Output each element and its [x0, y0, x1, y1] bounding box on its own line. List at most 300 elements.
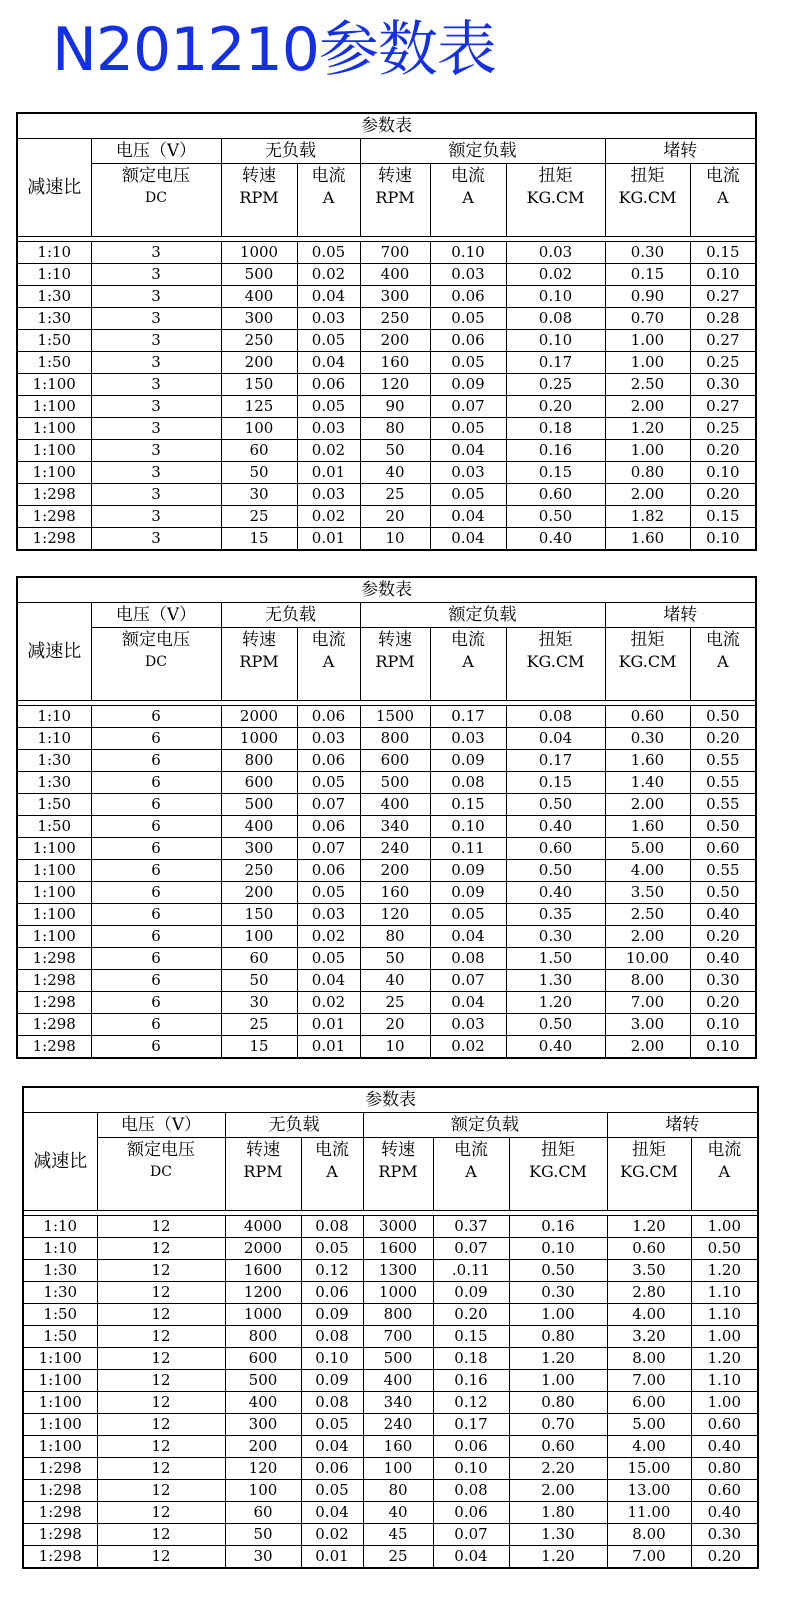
rated-voltage-cell: 3 [91, 462, 221, 484]
no-load-current-header [301, 1138, 363, 1211]
rated-current-cell: 0.02 [430, 1036, 506, 1059]
stall-torque-cell: 3.20 [607, 1326, 691, 1348]
rated-torque-cell: 0.02 [506, 264, 605, 286]
ratio-cell: 1:100 [17, 418, 91, 440]
no-load-speed-cell: 500 [225, 1370, 301, 1392]
rated-speed-cell: 240 [360, 838, 430, 860]
table-row [17, 1036, 756, 1059]
kgcm-unit: KG.CM [620, 1162, 678, 1181]
rated-voltage-cell: 6 [91, 838, 221, 860]
no-load-speed-cell: 250 [221, 860, 297, 882]
rated-torque-cell: 0.16 [509, 1216, 607, 1238]
no-load-current-cell: 0.05 [301, 1238, 363, 1260]
rated-voltage-header-label: 额定电压 [122, 630, 190, 650]
no-load-current-cell: 0.06 [297, 374, 360, 396]
table-row [23, 1260, 758, 1282]
stall-torque-header-label: 扭矩 [630, 166, 665, 186]
ratio-cell: 1:30 [23, 1282, 97, 1304]
table-row [17, 528, 756, 551]
table-row [23, 1282, 758, 1304]
stall-torque-header [607, 1138, 691, 1211]
no-load-header: 无负载 [221, 603, 360, 628]
no-load-current-header-label: 电流 [311, 166, 346, 186]
rated-torque-cell: 1.20 [509, 1348, 607, 1370]
rated-torque-cell: 0.10 [506, 286, 605, 308]
rated-voltage-cell: 12 [97, 1304, 225, 1326]
ratio-cell: 1:30 [17, 750, 91, 772]
rated-speed-header-label: 转速 [381, 1140, 415, 1160]
amp-unit: A [322, 652, 335, 671]
no-load-speed-cell: 60 [225, 1502, 301, 1524]
stall-current-cell: 0.25 [690, 418, 756, 440]
rated-torque-cell: 0.04 [506, 728, 605, 750]
rated-torque-header-label: 扭矩 [541, 1140, 575, 1160]
ratio-cell: 1:298 [17, 992, 91, 1014]
table-row [17, 772, 756, 794]
rated-speed-header [360, 164, 430, 237]
no-load-current-cell: 0.12 [301, 1260, 363, 1282]
stall-torque-cell: 7.00 [607, 1546, 691, 1569]
stall-current-cell: 0.20 [690, 728, 756, 750]
rated-speed-cell: 80 [360, 926, 430, 948]
table-row [17, 484, 756, 506]
table-row [17, 706, 756, 728]
stall-current-cell: 0.10 [690, 462, 756, 484]
table-row [23, 1348, 758, 1370]
no-load-speed-cell: 1000 [225, 1304, 301, 1326]
stall-torque-cell: 1.00 [605, 352, 690, 374]
table-row [17, 948, 756, 970]
stall-current-cell: 0.10 [690, 264, 756, 286]
stall-current-cell: 1.00 [691, 1216, 758, 1238]
rated-speed-cell: 700 [360, 242, 430, 264]
no-load-current-cell: 0.05 [297, 330, 360, 352]
no-load-current-cell: 0.02 [297, 264, 360, 286]
no-load-speed-cell: 100 [221, 926, 297, 948]
no-load-current-cell: 0.06 [297, 706, 360, 728]
table-row [23, 1392, 758, 1414]
rated-torque-cell: 0.10 [506, 330, 605, 352]
rated-speed-cell: 500 [363, 1348, 433, 1370]
rated-torque-cell: 0.50 [506, 506, 605, 528]
stall-torque-header [605, 164, 690, 237]
rated-current-cell: 0.05 [430, 484, 506, 506]
rated-voltage-header [91, 628, 221, 701]
no-load-current-cell: 0.05 [297, 882, 360, 904]
page-title: N201210参数表 [52, 15, 496, 85]
no-load-speed-cell: 120 [225, 1458, 301, 1480]
rated-voltage-cell: 3 [91, 528, 221, 551]
rated-current-cell: 0.04 [430, 506, 506, 528]
table-row [17, 418, 756, 440]
table-row [17, 904, 756, 926]
rated-voltage-cell: 6 [91, 728, 221, 750]
rated-current-cell: 0.05 [430, 352, 506, 374]
rated-voltage-cell: 6 [91, 1036, 221, 1059]
rated-current-cell: 0.12 [433, 1392, 509, 1414]
amp-unit: A [462, 652, 474, 671]
rated-speed-cell: 50 [360, 948, 430, 970]
rated-current-cell: 0.07 [430, 396, 506, 418]
ratio-cell: 1:100 [17, 904, 91, 926]
rated-speed-cell: 800 [360, 728, 430, 750]
stall-torque-cell: 1.60 [605, 528, 690, 551]
rated-torque-cell: 2.20 [509, 1458, 607, 1480]
stall-current-header [690, 628, 756, 701]
rated-torque-cell: 1.20 [506, 992, 605, 1014]
rated-current-cell: 0.10 [430, 816, 506, 838]
stall-torque-cell: 15.00 [607, 1458, 691, 1480]
kgcm-unit: KG.CM [526, 188, 585, 207]
rated-torque-cell: 0.70 [509, 1414, 607, 1436]
rated-speed-cell: 1000 [363, 1282, 433, 1304]
stall-torque-cell: 0.80 [605, 462, 690, 484]
ratio-cell: 1:100 [17, 440, 91, 462]
no-load-current-header-label: 电流 [311, 630, 346, 650]
stall-torque-cell: 10.00 [605, 948, 690, 970]
rated-current-cell: 0.03 [430, 462, 506, 484]
table-row [17, 286, 756, 308]
ratio-cell: 1:100 [17, 926, 91, 948]
rated-torque-cell: 0.60 [506, 484, 605, 506]
no-load-current-cell: 0.03 [297, 904, 360, 926]
rated-voltage-header-label: 额定电压 [127, 1140, 195, 1160]
rated-voltage-cell: 12 [97, 1436, 225, 1458]
stall-current-cell: 0.10 [690, 1036, 756, 1059]
stall-torque-cell: 1.20 [605, 418, 690, 440]
rated-speed-cell: 40 [360, 970, 430, 992]
table-row [17, 374, 756, 396]
ratio-cell: 1:30 [23, 1260, 97, 1282]
stall-current-cell: 1.20 [691, 1260, 758, 1282]
no-load-speed-header-label: 转速 [242, 630, 276, 650]
rated-speed-cell: 200 [360, 330, 430, 352]
no-load-current-cell: 0.02 [297, 992, 360, 1014]
rated-voltage-cell: 3 [91, 440, 221, 462]
rated-torque-cell: 0.40 [506, 1036, 605, 1059]
kgcm-unit: KG.CM [618, 188, 677, 207]
no-load-speed-cell: 1000 [221, 728, 297, 750]
table-caption: 参数表 [17, 113, 756, 139]
rated-voltage-cell: 12 [97, 1238, 225, 1260]
rated-voltage-cell: 6 [91, 816, 221, 838]
stall-current-cell: 0.20 [691, 1546, 758, 1569]
no-load-current-header [297, 628, 360, 701]
rated-voltage-cell: 12 [97, 1502, 225, 1524]
rated-voltage-cell: 3 [91, 308, 221, 330]
no-load-speed-cell: 50 [221, 462, 297, 484]
rated-current-cell: 0.09 [430, 882, 506, 904]
rated-voltage-cell: 6 [91, 860, 221, 882]
stall-torque-cell: 1.20 [607, 1216, 691, 1238]
no-load-current-cell: 0.05 [297, 242, 360, 264]
stall-torque-header-label: 扭矩 [630, 630, 665, 650]
rpm-unit: RPM [375, 652, 415, 671]
amp-unit: A [718, 1162, 731, 1181]
ratio-cell: 1:100 [17, 462, 91, 484]
rated-torque-cell: 1.80 [509, 1502, 607, 1524]
stall-torque-cell: 8.00 [607, 1348, 691, 1370]
stall-torque-cell: 8.00 [605, 970, 690, 992]
stall-header: 堵转 [607, 1113, 758, 1138]
no-load-current-cell: 0.02 [297, 440, 360, 462]
rated-voltage-cell: 12 [97, 1348, 225, 1370]
rated-speed-cell: 40 [360, 462, 430, 484]
rated-current-cell: 0.17 [430, 706, 506, 728]
stall-torque-cell: 4.00 [605, 860, 690, 882]
no-load-current-cell: 0.06 [297, 750, 360, 772]
rated-speed-header [360, 628, 430, 701]
rated-voltage-cell: 6 [91, 948, 221, 970]
stall-torque-cell: 2.00 [605, 484, 690, 506]
dc-unit: DC [145, 654, 167, 670]
table-row [17, 1014, 756, 1036]
rated-speed-cell: 160 [360, 882, 430, 904]
no-load-speed-header-label: 转速 [242, 166, 276, 186]
ratio-cell: 1:100 [23, 1348, 97, 1370]
stall-current-cell: 0.20 [690, 484, 756, 506]
rated-current-cell: 0.03 [430, 264, 506, 286]
stall-torque-cell: 11.00 [607, 1502, 691, 1524]
stall-current-cell: 0.30 [690, 374, 756, 396]
rated-voltage-cell: 3 [91, 286, 221, 308]
kgcm-unit: KG.CM [529, 1162, 587, 1181]
table-row [17, 970, 756, 992]
no-load-speed-cell: 25 [221, 506, 297, 528]
rated-torque-cell: 0.08 [506, 308, 605, 330]
no-load-current-cell: 0.03 [297, 484, 360, 506]
rated-torque-cell: 1.20 [509, 1546, 607, 1569]
rated-current-cell: 0.07 [433, 1238, 509, 1260]
parameter-table-6v [16, 576, 757, 1059]
no-load-speed-cell: 30 [221, 992, 297, 1014]
rated-torque-cell: 0.40 [506, 882, 605, 904]
no-load-current-cell: 0.07 [297, 794, 360, 816]
rated-speed-cell: 160 [360, 352, 430, 374]
amp-unit: A [326, 1162, 338, 1181]
table-row [17, 506, 756, 528]
ratio-cell: 1:298 [23, 1524, 97, 1546]
ratio-cell: 1:298 [17, 948, 91, 970]
no-load-current-header-label: 电流 [315, 1140, 349, 1160]
rated-voltage-cell: 6 [91, 750, 221, 772]
ratio-cell: 1:10 [23, 1238, 97, 1260]
table-row [23, 1436, 758, 1458]
rated-speed-cell: 25 [360, 992, 430, 1014]
rated-current-cell: 0.05 [430, 308, 506, 330]
rated-speed-cell: 10 [360, 528, 430, 551]
no-load-current-cell: 0.04 [297, 286, 360, 308]
ratio-cell: 1:100 [17, 396, 91, 418]
table-row [23, 1524, 758, 1546]
parameter-table-3v [16, 112, 757, 551]
stall-torque-cell: 3.50 [607, 1260, 691, 1282]
no-load-current-cell: 0.02 [297, 926, 360, 948]
rated-current-cell: 0.10 [433, 1458, 509, 1480]
rated-speed-cell: 20 [360, 1014, 430, 1036]
no-load-speed-cell: 60 [221, 440, 297, 462]
stall-torque-cell: 0.15 [605, 264, 690, 286]
rated-voltage-cell: 3 [91, 396, 221, 418]
ratio-cell: 1:298 [23, 1546, 97, 1569]
stall-current-header-label: 电流 [705, 630, 740, 650]
rated-current-cell: 0.08 [433, 1480, 509, 1502]
kgcm-unit: KG.CM [526, 652, 585, 671]
rated-speed-cell: 45 [363, 1524, 433, 1546]
table-row [17, 440, 756, 462]
rated-speed-header-label: 转速 [378, 630, 412, 650]
stall-current-cell: 0.28 [690, 308, 756, 330]
no-load-speed-header [225, 1138, 301, 1211]
rated-speed-cell: 120 [360, 904, 430, 926]
table-row [17, 330, 756, 352]
no-load-speed-header [221, 164, 297, 237]
table-row [17, 992, 756, 1014]
rated-voltage-cell: 12 [97, 1546, 225, 1569]
rated-voltage-cell: 12 [97, 1326, 225, 1348]
no-load-current-cell: 0.06 [301, 1282, 363, 1304]
stall-current-cell: 0.60 [691, 1414, 758, 1436]
rated-current-cell: 0.07 [430, 970, 506, 992]
ratio-cell: 1:100 [23, 1392, 97, 1414]
no-load-speed-cell: 15 [221, 528, 297, 551]
no-load-current-cell: 0.05 [297, 396, 360, 418]
rated-torque-header-label: 扭矩 [538, 166, 573, 186]
rated-torque-header [506, 164, 605, 237]
rated-speed-cell: 200 [360, 860, 430, 882]
rated-current-cell: 0.06 [430, 286, 506, 308]
rated-voltage-cell: 12 [97, 1216, 225, 1238]
no-load-current-cell: 0.04 [301, 1436, 363, 1458]
rated-speed-cell: 10 [360, 1036, 430, 1059]
rpm-unit: RPM [375, 188, 415, 207]
ratio-cell: 1:50 [17, 794, 91, 816]
rated-torque-cell: 0.08 [506, 706, 605, 728]
stall-torque-cell: 2.50 [605, 374, 690, 396]
stall-current-cell: 0.27 [690, 286, 756, 308]
no-load-current-cell: 0.08 [301, 1326, 363, 1348]
stall-current-cell: 0.55 [690, 794, 756, 816]
rated-current-cell: 0.09 [430, 860, 506, 882]
no-load-current-cell: 0.09 [301, 1304, 363, 1326]
rated-speed-cell: 400 [363, 1370, 433, 1392]
rated-speed-cell: 340 [360, 816, 430, 838]
table-row [17, 308, 756, 330]
stall-current-cell: 0.15 [690, 506, 756, 528]
rated-current-cell: 0.08 [430, 948, 506, 970]
ratio-cell: 1:10 [23, 1216, 97, 1238]
rated-torque-header [506, 628, 605, 701]
rated-speed-cell: 50 [360, 440, 430, 462]
rated-torque-cell: 0.15 [506, 772, 605, 794]
no-load-speed-cell: 125 [221, 396, 297, 418]
rated-voltage-cell: 6 [91, 926, 221, 948]
rated-voltage-cell: 12 [97, 1370, 225, 1392]
rated-load-header: 额定负载 [363, 1113, 607, 1138]
no-load-speed-header [221, 628, 297, 701]
stall-torque-cell: 1.60 [605, 816, 690, 838]
ratio-cell: 1:50 [17, 816, 91, 838]
table-row [23, 1414, 758, 1436]
no-load-current-cell: 0.03 [297, 728, 360, 750]
table-row [17, 794, 756, 816]
no-load-speed-header-label: 转速 [246, 1140, 280, 1160]
ratio-cell: 1:298 [17, 970, 91, 992]
ratio-cell: 1:100 [23, 1370, 97, 1392]
stall-current-cell: 0.50 [690, 882, 756, 904]
no-load-header: 无负载 [225, 1113, 363, 1138]
no-load-speed-cell: 400 [225, 1392, 301, 1414]
rated-speed-cell: 400 [360, 264, 430, 286]
stall-torque-cell: 1.40 [605, 772, 690, 794]
ratio-cell: 1:100 [17, 374, 91, 396]
rated-torque-cell: 0.80 [509, 1326, 607, 1348]
stall-current-cell: 0.55 [690, 772, 756, 794]
rated-voltage-cell: 6 [91, 904, 221, 926]
rated-speed-cell: 250 [360, 308, 430, 330]
no-load-current-cell: 0.02 [297, 506, 360, 528]
rated-torque-cell: 0.60 [509, 1436, 607, 1458]
no-load-speed-cell: 150 [221, 904, 297, 926]
rated-current-cell: 0.06 [430, 330, 506, 352]
rated-current-header-label: 电流 [451, 630, 485, 650]
no-load-current-cell: 0.09 [301, 1370, 363, 1392]
rated-speed-cell: 40 [363, 1502, 433, 1524]
rated-voltage-cell: 6 [91, 706, 221, 728]
rated-current-header [430, 628, 506, 701]
stall-current-header-label: 电流 [705, 166, 740, 186]
stall-torque-cell: 2.80 [607, 1282, 691, 1304]
stall-torque-cell: 7.00 [605, 992, 690, 1014]
no-load-speed-cell: 1000 [221, 242, 297, 264]
table-caption: 参数表 [17, 577, 756, 603]
no-load-current-cell: 0.04 [301, 1502, 363, 1524]
stall-torque-cell: 0.60 [605, 706, 690, 728]
no-load-current-cell: 0.03 [297, 308, 360, 330]
ratio-cell: 1:50 [23, 1326, 97, 1348]
stall-current-cell: 0.10 [690, 1014, 756, 1036]
rated-speed-cell: 500 [360, 772, 430, 794]
rated-voltage-cell: 6 [91, 1014, 221, 1036]
rated-voltage-cell: 3 [91, 242, 221, 264]
stall-current-cell: 0.27 [690, 396, 756, 418]
stall-torque-cell: 2.00 [605, 1036, 690, 1059]
rated-speed-header [363, 1138, 433, 1211]
rpm-unit: RPM [239, 188, 279, 207]
rated-voltage-cell: 6 [91, 992, 221, 1014]
no-load-speed-cell: 200 [221, 352, 297, 374]
parameter-table-12v [22, 1086, 759, 1569]
stall-current-cell: 1.10 [691, 1304, 758, 1326]
dc-unit: DC [150, 1164, 172, 1180]
stall-current-cell: 0.20 [690, 992, 756, 1014]
stall-header: 堵转 [605, 139, 756, 164]
ratio-cell: 1:30 [17, 286, 91, 308]
rated-speed-cell: 340 [363, 1392, 433, 1414]
voltage-header: 电压（V） [91, 139, 221, 164]
no-load-speed-cell: 400 [221, 286, 297, 308]
rated-current-cell: 0.07 [433, 1524, 509, 1546]
stall-torque-cell: 0.60 [607, 1238, 691, 1260]
rated-torque-header-label: 扭矩 [538, 630, 573, 650]
no-load-current-cell: 0.06 [301, 1458, 363, 1480]
rated-current-cell: 0.15 [433, 1326, 509, 1348]
rated-current-cell: 0.06 [433, 1502, 509, 1524]
rated-voltage-cell: 12 [97, 1480, 225, 1502]
rated-torque-cell: 0.50 [509, 1260, 607, 1282]
rated-current-cell: 0.05 [430, 418, 506, 440]
rated-speed-cell: 1500 [360, 706, 430, 728]
